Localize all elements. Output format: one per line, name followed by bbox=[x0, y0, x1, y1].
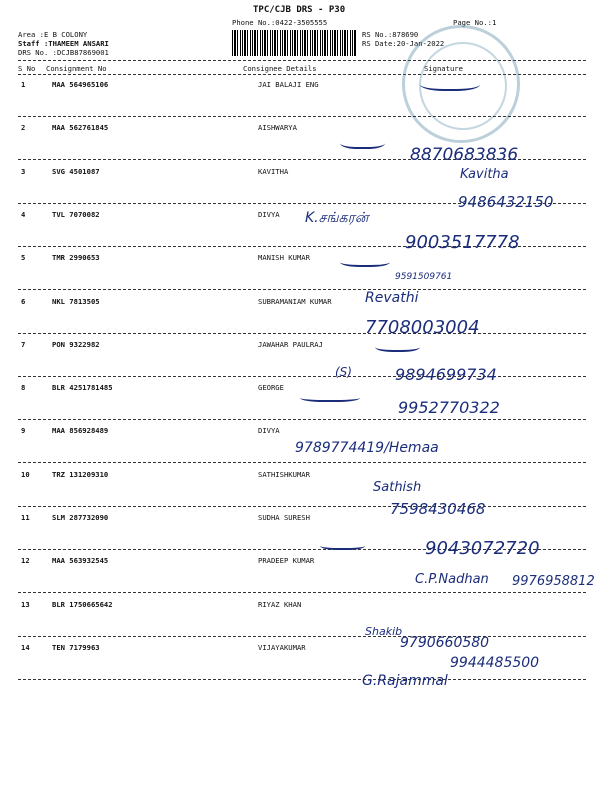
row-sno: 12 bbox=[21, 556, 30, 566]
row-consignment-no: TEN 7179963 bbox=[52, 642, 100, 652]
handwritten-entry: 9591509761 bbox=[395, 272, 453, 282]
drs-number: DRS No. :DCJB87869001 bbox=[18, 48, 109, 57]
row-consignee-name: SUDHA SURESH bbox=[258, 513, 310, 522]
col-consignee: Consignee Details bbox=[243, 64, 317, 73]
sheet-title: TPC/CJB DRS - P30 bbox=[253, 5, 346, 15]
handwritten-entry: 9789774419/Hemaa bbox=[295, 440, 439, 456]
handwritten-entry: 9976958812 bbox=[512, 574, 595, 589]
row-divider bbox=[18, 376, 586, 377]
row-consignee-name: KAVITHA bbox=[258, 166, 289, 176]
handwritten-entry: 9043072720 bbox=[425, 538, 540, 559]
row-consignee-name: SATHISHKUMAR bbox=[258, 469, 310, 479]
row-sno: 3 bbox=[21, 166, 26, 176]
row-consignment-no: BLR 1750665642 bbox=[52, 599, 113, 609]
signature-scribble bbox=[300, 392, 360, 402]
barcode bbox=[232, 30, 357, 56]
row-divider bbox=[18, 592, 586, 593]
row-consignment-no: MAA 856928489 bbox=[52, 426, 109, 436]
row-sno: 6 bbox=[21, 296, 26, 306]
row-sno: 10 bbox=[21, 469, 30, 479]
phone-number: Phone No.:0422-3505555 bbox=[232, 18, 328, 27]
row-consignee-name: GEORGE bbox=[258, 383, 284, 393]
row-divider bbox=[18, 333, 586, 334]
handwritten-entry: 9486432150 bbox=[458, 193, 554, 211]
row-consignee-name: RIYAZ KHAN bbox=[258, 599, 302, 609]
row-sno: 2 bbox=[21, 123, 26, 133]
handwritten-entry: G.Rajammal bbox=[362, 673, 448, 689]
row-consignee-name: VIJAYAKUMAR bbox=[258, 642, 306, 652]
rs-number: RS No.:878690 bbox=[362, 30, 419, 39]
page-number: Page No.:1 bbox=[453, 18, 497, 27]
signature-scribble bbox=[340, 135, 385, 149]
handwritten-entry: Revathi bbox=[365, 290, 419, 306]
col-sno: S No bbox=[18, 64, 36, 73]
signature-scribble bbox=[340, 255, 390, 267]
row-divider bbox=[18, 419, 586, 420]
row-divider bbox=[18, 116, 586, 117]
row-consignment-no: TMR 2990653 bbox=[52, 253, 100, 263]
handwritten-entry: 7598430468 bbox=[390, 500, 486, 518]
handwritten-entry: Sathish bbox=[373, 480, 422, 495]
row-divider bbox=[18, 636, 586, 637]
row-consignment-no: SVG 4501087 bbox=[52, 166, 100, 176]
row-divider bbox=[18, 679, 586, 680]
row-sno: 1 bbox=[21, 80, 26, 89]
row-sno: 9 bbox=[21, 426, 26, 436]
handwritten-entry: 9790660580 bbox=[400, 635, 490, 651]
row-consignee-name: MANISH KUMAR bbox=[258, 253, 310, 263]
row-consignment-no: BLR 4251781485 bbox=[52, 383, 113, 393]
handwritten-entry: 8870683836 bbox=[410, 145, 519, 165]
handwritten-entry: 9952770322 bbox=[398, 398, 500, 417]
signature-scribble bbox=[320, 540, 365, 550]
row-sno: 5 bbox=[21, 253, 26, 263]
row-sno: 11 bbox=[21, 513, 30, 522]
col-consignment: Consignment No bbox=[46, 64, 107, 73]
row-consignment-no: MAA 563932545 bbox=[52, 556, 109, 566]
row-sno: 7 bbox=[21, 339, 26, 349]
row-consignment-no: TRZ 131209310 bbox=[52, 469, 109, 479]
row-consignment-no: SLM 287732090 bbox=[52, 513, 109, 522]
handwritten-entry: Kavitha bbox=[460, 167, 509, 182]
row-divider bbox=[18, 462, 586, 463]
handwritten-entry: 9944485500 bbox=[450, 655, 540, 671]
row-consignment-no: TVL 7070082 bbox=[52, 209, 100, 219]
row-consignee-name: PRADEEP KUMAR bbox=[258, 556, 315, 566]
row-divider bbox=[18, 506, 586, 507]
row-sno: 8 bbox=[21, 383, 26, 393]
staff-label: Staff :THAMEEM ANSARI bbox=[18, 39, 109, 48]
signature-scribble bbox=[375, 340, 420, 352]
handwritten-entry: 9003517778 bbox=[405, 232, 520, 253]
row-sno: 13 bbox=[21, 599, 30, 609]
handwritten-entry: K.சங்கரன் bbox=[305, 210, 369, 226]
row-consignee-name: JAWAHAR PAULRAJ bbox=[258, 339, 323, 349]
handwritten-entry: (S) bbox=[335, 365, 352, 379]
row-divider bbox=[18, 289, 586, 290]
row-consignment-no: MAA 564965106 bbox=[52, 80, 109, 89]
row-consignee-name: DIVYA bbox=[258, 426, 280, 436]
row-consignment-no: NKL 7813505 bbox=[52, 296, 100, 306]
handwritten-entry: C.P.Nadhan bbox=[415, 572, 489, 587]
col-signature: Signature bbox=[424, 64, 463, 73]
row-sno: 4 bbox=[21, 209, 26, 219]
row-consignee-name: AISHWARYA bbox=[258, 123, 297, 133]
rs-date: RS Date:20-Jan-2022 bbox=[362, 39, 445, 48]
handwritten-entry: 7708003004 bbox=[365, 317, 480, 338]
row-consignee-name: DIVYA bbox=[258, 209, 280, 219]
handwritten-entry: Shakib bbox=[365, 625, 403, 638]
row-sno: 14 bbox=[21, 642, 30, 652]
row-consignment-no: MAA 562761845 bbox=[52, 123, 109, 133]
row-consignee-name: SUBRAMANIAM KUMAR bbox=[258, 296, 332, 306]
row-consignment-no: PON 9322982 bbox=[52, 339, 100, 349]
area-label: Area :E B COLONY bbox=[18, 30, 88, 39]
handwritten-entry: 9894699734 bbox=[395, 365, 497, 384]
row-consignee-name: JAI BALAJI ENG bbox=[258, 80, 319, 89]
signature-scribble bbox=[420, 75, 480, 91]
